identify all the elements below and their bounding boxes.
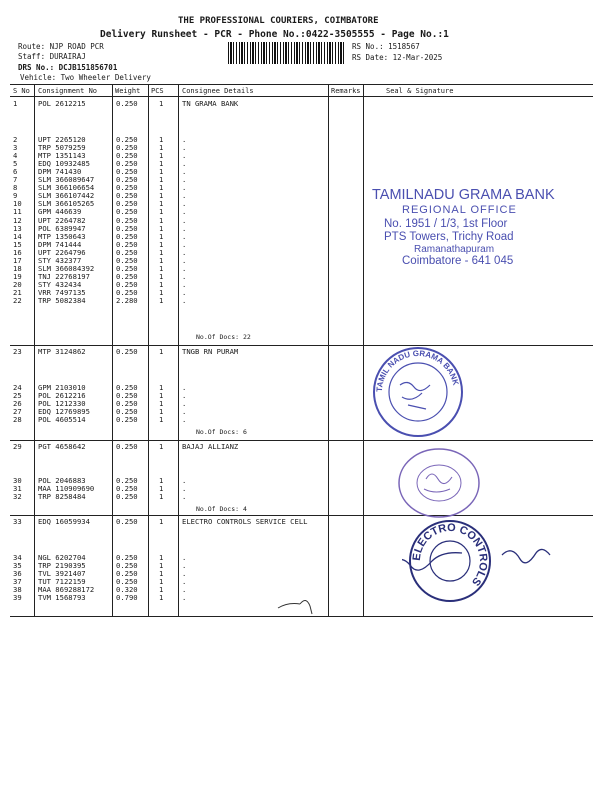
row-pcs: 1 [159, 492, 164, 502]
row-sno: 19 [13, 271, 22, 281]
row-pcs: 1 [159, 151, 164, 161]
row-consignment-no: TRP 5082384 [38, 296, 86, 305]
col-header-remarks: Remarks [331, 87, 361, 95]
row-sno: 11 [13, 207, 22, 217]
row-pcs: 1 [159, 263, 164, 273]
row-consignment-no: POL 2046883 [38, 476, 86, 485]
consignee-name: TN GRAMA BANK [182, 99, 239, 108]
row-pcs: 1 [159, 484, 164, 494]
row-detail-dot: . [182, 175, 187, 185]
row-weight: 2.280 [116, 296, 138, 305]
row-consignment-no: POL 2612215 [38, 99, 86, 108]
row-sno: 9 [13, 191, 18, 201]
row-sno: 37 [13, 577, 22, 587]
row-sno: 7 [13, 175, 18, 185]
row-sno: 39 [13, 593, 22, 603]
row-consignment-no: POL 1212330 [38, 399, 86, 409]
row-sno: 23 [13, 347, 22, 356]
row-weight: 0.250 [116, 279, 138, 289]
row-weight: 0.250 [116, 199, 138, 209]
row-consignment-no: TVM 1568793 [38, 593, 86, 603]
stamp-bank-address: PTS Towers, Trichy Road [384, 231, 514, 243]
row-pcs: 1 [159, 143, 164, 153]
row-detail-dot: . [182, 399, 187, 409]
row-detail-dot: . [182, 296, 187, 305]
row-pcs: 1 [159, 347, 164, 356]
row-weight: 0.250 [116, 407, 138, 417]
column-rule [34, 84, 35, 616]
row-weight: 0.250 [116, 383, 138, 392]
col-header-sno: S No [13, 87, 30, 95]
row-sno: 2 [13, 135, 18, 144]
row-sno: 5 [13, 159, 18, 169]
row-pcs: 1 [159, 159, 164, 169]
row-pcs: 1 [159, 287, 164, 297]
row-consignment-no: TVL 3921407 [38, 569, 86, 579]
column-rule [363, 84, 364, 616]
row-pcs: 1 [159, 391, 164, 401]
rs-date: RS Date: 12-Mar-2025 [352, 53, 443, 62]
row-weight: 0.250 [116, 223, 138, 233]
row-sno: 36 [13, 569, 22, 579]
row-pcs: 1 [159, 135, 164, 144]
row-consignment-no: EDQ 12769895 [38, 407, 90, 417]
row-sno: 24 [13, 383, 22, 392]
row-detail-dot: . [182, 476, 187, 485]
row-consignment-no: DPM 741430 [38, 167, 82, 177]
column-rule [112, 84, 113, 616]
row-weight: 0.250 [116, 399, 138, 409]
row-weight: 0.250 [116, 391, 138, 401]
rs-number: RS No.: 1518567 [352, 42, 420, 51]
row-pcs: 1 [159, 239, 164, 249]
row-weight: 0.250 [116, 442, 138, 451]
row-pcs: 1 [159, 399, 164, 409]
column-rule [328, 84, 329, 616]
row-consignment-no: GPM 446639 [38, 207, 82, 217]
row-sno: 27 [13, 407, 22, 417]
row-pcs: 1 [159, 442, 164, 451]
row-sno: 14 [13, 231, 22, 241]
row-weight: 0.250 [116, 143, 138, 153]
row-detail-dot: . [182, 167, 187, 177]
row-weight: 0.250 [116, 167, 138, 177]
row-weight: 0.250 [116, 553, 138, 562]
col-header-pcs: PCS [151, 87, 164, 95]
row-detail-dot: . [182, 191, 187, 201]
row-pcs: 1 [159, 215, 164, 225]
row-detail-dot: . [182, 593, 187, 603]
stamp-bank-address: Ramanathapuram [414, 244, 495, 255]
col-header-consignment: Consignment No [38, 87, 98, 95]
row-weight: 0.250 [116, 135, 138, 144]
col-header-seal: Seal & Signature [386, 87, 454, 95]
row-pcs: 1 [159, 223, 164, 233]
stamp-bank-address: No. 1951 / 1/3, 1st Floor [384, 218, 508, 230]
row-detail-dot: . [182, 492, 187, 502]
row-sno: 18 [13, 263, 22, 273]
runsheet-subtitle: Delivery Runsheet - PCR - Phone No.:0422-3505555 - Page No.:1 [100, 29, 449, 40]
row-sno: 10 [13, 199, 22, 209]
row-detail-dot: . [182, 287, 187, 297]
row-consignment-no: POL 4605514 [38, 415, 86, 425]
row-pcs: 1 [159, 407, 164, 417]
row-sno: 13 [13, 223, 22, 233]
row-consignment-no: SLM 366084392 [38, 263, 95, 273]
row-pcs: 1 [159, 175, 164, 185]
row-detail-dot: . [182, 561, 187, 571]
docs-count: No.Of Docs: 4 [196, 505, 247, 513]
row-sno: 20 [13, 279, 22, 289]
row-pcs: 1 [159, 383, 164, 392]
row-weight: 0.250 [116, 159, 138, 169]
row-pcs: 1 [159, 231, 164, 241]
row-weight: 0.250 [116, 415, 138, 425]
electro-seal-ring-text: ELECTRO CONTROLS [410, 521, 490, 588]
row-weight: 0.250 [116, 207, 138, 217]
row-weight: 0.250 [116, 492, 138, 502]
row-consignment-no: PGT 4658642 [38, 442, 86, 451]
row-pcs: 1 [159, 191, 164, 201]
column-rule [178, 84, 179, 616]
row-weight: 0.250 [116, 215, 138, 225]
row-detail-dot: . [182, 255, 187, 265]
row-consignment-no: SLM 366107442 [38, 191, 95, 201]
row-sno: 38 [13, 585, 22, 595]
row-detail-dot: . [182, 143, 187, 153]
row-sno: 8 [13, 183, 18, 193]
row-consignment-no: TUT 7122159 [38, 577, 86, 587]
row-consignment-no: POL 6389947 [38, 223, 86, 233]
row-pcs: 1 [159, 207, 164, 217]
row-pcs: 1 [159, 279, 164, 289]
row-weight: 0.250 [116, 569, 138, 579]
table-top-rule [10, 84, 593, 85]
row-detail-dot: . [182, 569, 187, 579]
row-sno: 1 [13, 99, 18, 108]
row-pcs: 1 [159, 476, 164, 485]
row-weight: 0.250 [116, 231, 138, 241]
row-sno: 31 [13, 484, 22, 494]
row-detail-dot: . [182, 239, 187, 249]
row-weight: 0.250 [116, 247, 138, 257]
stamp-bank-name: TAMILNADU GRAMA BANK [372, 187, 555, 203]
row-consignment-no: MTP 1351143 [38, 151, 86, 161]
row-detail-dot: . [182, 391, 187, 401]
row-sno: 34 [13, 553, 22, 562]
row-sno: 30 [13, 476, 22, 485]
row-consignment-no: SLM 366106654 [38, 183, 95, 193]
runsheet-title: THE PROFESSIONAL COURIERS, COIMBATORE [178, 16, 379, 26]
row-detail-dot: . [182, 247, 187, 257]
group-rule [10, 440, 593, 441]
row-weight: 0.320 [116, 585, 138, 595]
docs-count: No.Of Docs: 6 [196, 428, 247, 436]
row-consignment-no: MTP 1350643 [38, 231, 86, 241]
group-rule [10, 345, 593, 346]
row-consignment-no: SLM 366105265 [38, 199, 95, 209]
round-seal-ring-text: TAMIL NADU GRAMA BANK [374, 348, 461, 393]
table-bottom-rule [10, 616, 593, 617]
row-consignment-no: VRR 7497135 [38, 287, 86, 297]
row-consignment-no: POL 2612216 [38, 391, 86, 401]
row-detail-dot: . [182, 415, 187, 425]
barcode [228, 42, 346, 64]
row-pcs: 1 [159, 585, 164, 595]
column-rule [148, 84, 149, 616]
stamp-bank-address: Coimbatore - 641 045 [402, 255, 514, 267]
col-header-details: Consignee Details [182, 87, 254, 95]
row-sno: 26 [13, 399, 22, 409]
row-consignment-no: GPM 2103010 [38, 383, 86, 392]
row-weight: 0.250 [116, 476, 138, 485]
electro-controls-seal [402, 515, 562, 605]
row-sno: 15 [13, 239, 22, 249]
drs-number: DRS No.: DCJB151856701 [18, 63, 118, 72]
row-detail-dot: . [182, 183, 187, 193]
stamp-bank-office: REGIONAL OFFICE [402, 204, 517, 216]
row-sno: 25 [13, 391, 22, 401]
row-consignment-no: EDQ 16059934 [38, 517, 90, 526]
row-weight: 0.250 [116, 517, 138, 526]
row-consignment-no: MAA 869288172 [38, 585, 95, 595]
row-detail-dot: . [182, 279, 187, 289]
row-pcs: 1 [159, 593, 164, 603]
row-detail-dot: . [182, 159, 187, 169]
row-pcs: 1 [159, 569, 164, 579]
row-detail-dot: . [182, 207, 187, 217]
row-detail-dot: . [182, 231, 187, 241]
row-weight: 0.250 [116, 287, 138, 297]
row-consignment-no: TRP 2190395 [38, 561, 86, 571]
docs-count: No.Of Docs: 22 [196, 333, 251, 341]
row-consignment-no: TRP 5079259 [38, 143, 86, 153]
table-header-rule [10, 96, 593, 97]
row-weight: 0.250 [116, 347, 138, 356]
row-weight: 0.250 [116, 263, 138, 273]
bajaj-seal [394, 445, 484, 520]
row-weight: 0.250 [116, 271, 138, 281]
row-sno: 16 [13, 247, 22, 257]
row-detail-dot: . [182, 223, 187, 233]
vehicle-label: Vehicle: Two Wheeler Delivery [20, 73, 151, 82]
staff-label: Staff: DURAIRAJ [18, 52, 86, 61]
row-pcs: 1 [159, 255, 164, 265]
row-detail-dot: . [182, 215, 187, 225]
consignee-name: TNGB RN PURAM [182, 347, 239, 356]
row-consignment-no: TNJ 22768197 [38, 271, 90, 281]
row-pcs: 1 [159, 199, 164, 209]
row-detail-dot: . [182, 484, 187, 494]
row-pcs: 1 [159, 561, 164, 571]
signature-mark [270, 590, 330, 615]
row-sno: 35 [13, 561, 22, 571]
row-detail-dot: . [182, 151, 187, 161]
row-detail-dot: . [182, 585, 187, 595]
row-pcs: 1 [159, 415, 164, 425]
row-consignment-no: UPT 2264782 [38, 215, 86, 225]
row-sno: 33 [13, 517, 22, 526]
row-pcs: 1 [159, 517, 164, 526]
row-weight: 0.250 [116, 255, 138, 265]
row-sno: 3 [13, 143, 18, 153]
row-detail-dot: . [182, 407, 187, 417]
row-sno: 29 [13, 442, 22, 451]
row-sno: 32 [13, 492, 22, 502]
row-weight: 0.250 [116, 175, 138, 185]
consignee-name: ELECTRO CONTROLS SERVICE CELL [182, 517, 308, 526]
row-sno: 12 [13, 215, 22, 225]
row-consignment-no: EDQ 10932485 [38, 159, 90, 169]
row-consignment-no: STY 432377 [38, 255, 82, 265]
row-detail-dot: . [182, 553, 187, 562]
row-weight: 0.250 [116, 183, 138, 193]
col-header-weight: Weight [115, 87, 141, 95]
route-label: Route: NJP ROAD PCR [18, 42, 104, 51]
row-weight: 0.250 [116, 561, 138, 571]
row-sno: 17 [13, 255, 22, 265]
row-weight: 0.250 [116, 577, 138, 587]
row-pcs: 1 [159, 247, 164, 257]
round-bank-seal [368, 345, 468, 440]
row-weight: 0.250 [116, 484, 138, 494]
row-pcs: 1 [159, 99, 164, 108]
row-consignment-no: UPT 2265120 [38, 135, 86, 144]
row-consignment-no: STY 432434 [38, 279, 82, 289]
svg-text:TAMIL NADU GRAMA BANK [375, 349, 460, 392]
row-consignment-no: NGL 6202704 [38, 553, 86, 562]
row-sno: 21 [13, 287, 22, 297]
row-weight: 0.250 [116, 239, 138, 249]
row-detail-dot: . [182, 135, 187, 144]
row-pcs: 1 [159, 553, 164, 562]
row-detail-dot: . [182, 577, 187, 587]
row-consignment-no: SLM 366089647 [38, 175, 95, 185]
row-consignment-no: UPT 2264796 [38, 247, 86, 257]
row-consignment-no: TRP 8258484 [38, 492, 86, 502]
row-sno: 28 [13, 415, 22, 425]
row-sno: 6 [13, 167, 18, 177]
row-detail-dot: . [182, 263, 187, 273]
row-consignment-no: DPM 741444 [38, 239, 82, 249]
row-detail-dot: . [182, 383, 187, 392]
row-consignment-no: MTP 3124862 [38, 347, 86, 356]
row-detail-dot: . [182, 199, 187, 209]
row-pcs: 1 [159, 271, 164, 281]
row-weight: 0.790 [116, 593, 138, 603]
row-sno: 22 [13, 296, 22, 305]
row-weight: 0.250 [116, 191, 138, 201]
row-consignment-no: MAA 110909690 [38, 484, 95, 494]
row-weight: 0.250 [116, 151, 138, 161]
row-sno: 4 [13, 151, 18, 161]
row-pcs: 1 [159, 167, 164, 177]
row-pcs: 1 [159, 296, 164, 305]
row-weight: 0.250 [116, 99, 138, 108]
row-pcs: 1 [159, 183, 164, 193]
consignee-name: BAJAJ ALLIANZ [182, 442, 239, 451]
row-pcs: 1 [159, 577, 164, 587]
row-detail-dot: . [182, 271, 187, 281]
